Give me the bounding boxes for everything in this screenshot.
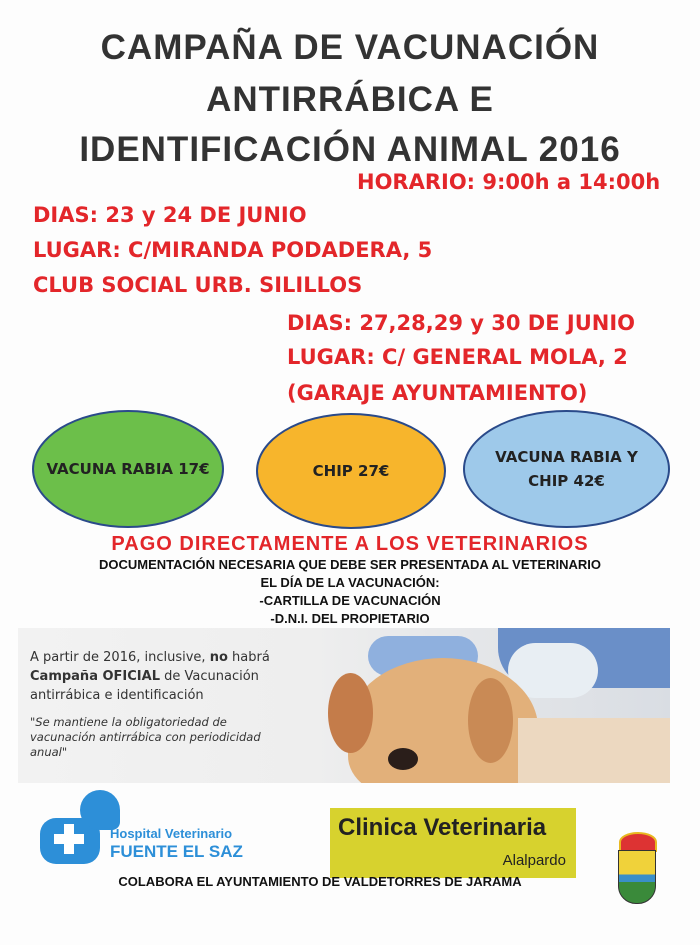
notice-text-part: de Vacunación — [159, 669, 259, 684]
price-label: CHIP 27€ — [312, 462, 390, 480]
hospital-name: Hospital Veterinario — [110, 826, 233, 841]
block2-place: LUGAR: C/ GENERAL MOLA, 2 — [287, 345, 628, 369]
price-label: VACUNA RABIA 17€ — [46, 460, 210, 478]
block2-days: DIAS: 27,28,29 y 30 DE JUNIO — [287, 311, 635, 335]
coat-of-arms-icon — [615, 826, 657, 906]
price-chip — [256, 413, 446, 529]
schedule: HORARIO: 9:00h a 14:00h — [357, 170, 661, 194]
notice-text — [30, 648, 330, 760]
dog-photo — [328, 628, 670, 783]
clinica-name: Clinica Veterinaria — [338, 814, 547, 841]
block1-days: DIAS: 23 y 24 DE JUNIO — [33, 203, 307, 227]
notice-emphasis: Campaña OFICIAL — [30, 669, 160, 684]
block1-venue: CLUB SOCIAL URB. SILILLOS — [33, 273, 363, 297]
notice-emphasis: no — [209, 650, 228, 665]
docs-line: EL DÍA DE LA VACUNACIÓN: — [260, 575, 440, 590]
payment-note: PAGO DIRECTAMENTE A LOS VETERINARIOS — [111, 533, 589, 555]
clinica-location: Alalpardo — [502, 852, 566, 869]
notice-banner — [18, 628, 670, 783]
notice-text-part: A partir de 2016, inclusive, — [30, 650, 210, 665]
block2-venue: (GARAJE AYUNTAMIENTO) — [287, 381, 588, 405]
block1-place: LUGAR: C/MIRANDA PODADERA, 5 — [33, 238, 433, 262]
docs-line: -D.N.I. DEL PROPIETARIO — [270, 611, 430, 626]
notice-text-part: antirrábica e identificación — [30, 688, 204, 703]
price-label: VACUNA RABIA Y CHIP 42€ — [495, 448, 638, 490]
price-rabies — [32, 410, 224, 528]
price-rabies-chip — [463, 410, 670, 528]
hospital-logo-icon — [40, 790, 120, 868]
docs-line: DOCUMENTACIÓN NECESARIA QUE DEBE SER PRESENTADA AL VETERINARIO — [99, 557, 601, 572]
docs-line: -CARTILLA DE VACUNACIÓN — [259, 593, 441, 608]
collaboration-note: COLABORA EL AYUNTAMIENTO DE VALDETORRES DE JARAMA — [118, 874, 522, 889]
hospital-location: FUENTE EL SAZ — [110, 842, 243, 861]
clinica-logo — [330, 808, 576, 878]
title-line-2: ANTIRRÁBICA E — [206, 80, 494, 119]
notice-text-part: habrá — [227, 650, 270, 665]
notice-quote: "Se mantiene la obligatoriedad de vacunación antirrábica con periodicidad anual" — [30, 715, 261, 759]
title-line-1: CAMPAÑA DE VACUNACIÓN — [100, 28, 600, 67]
title-line-3: IDENTIFICACIÓN ANIMAL 2016 — [79, 130, 621, 169]
